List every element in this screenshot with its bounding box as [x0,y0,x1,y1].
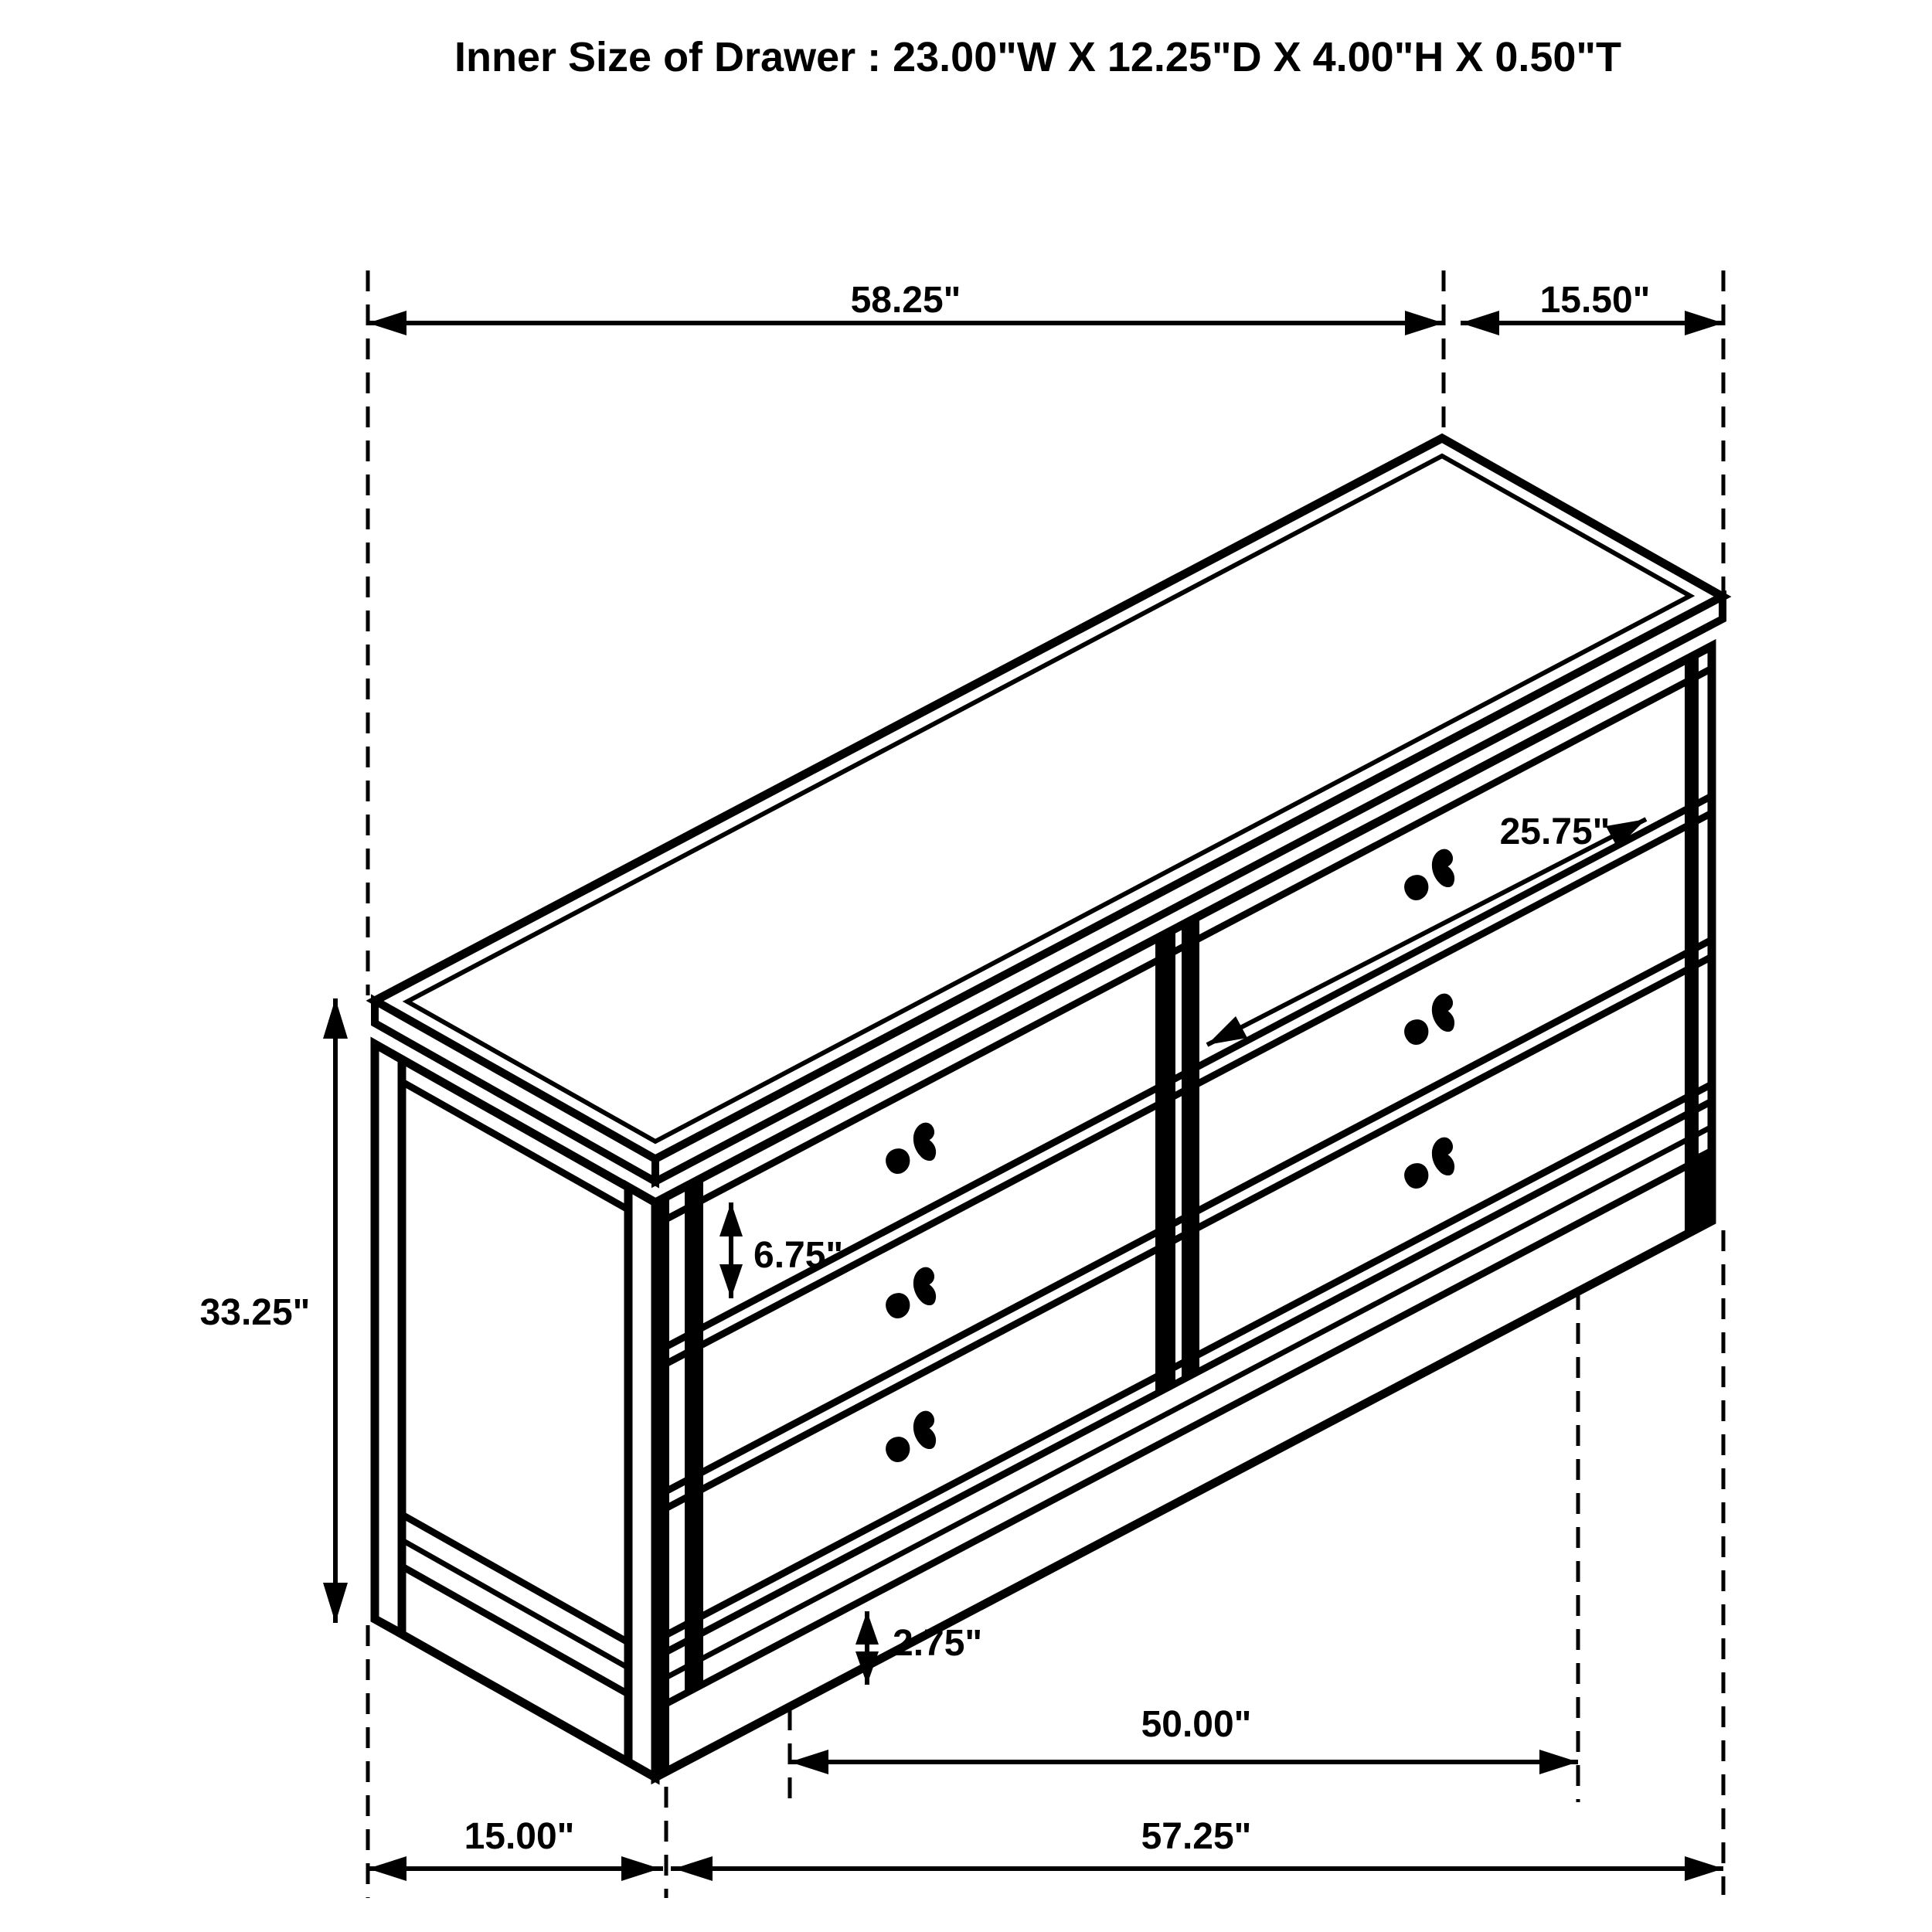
arrowhead-left-icon [1461,311,1499,335]
dim-top-length-label: 58.25" [850,280,961,321]
arrowhead-right-icon [1405,311,1444,335]
arrowhead-down-icon [323,1583,348,1623]
dim-bottom-depth-label: 15.00" [464,1816,575,1857]
arrowhead-right-icon [1539,1750,1578,1774]
center-stile-bar [1155,928,1175,1394]
arrowhead-left-icon [368,311,406,335]
front-right-stile-bar [1685,653,1699,1235]
dim-base-height-label: 2.75" [893,1623,983,1664]
arrowhead-left-icon [674,1856,713,1881]
front-left-stile-bar [655,1195,669,1777]
front-left-stile-inner-bar [685,1177,703,1694]
arrowhead-left-icon [790,1750,828,1774]
front-right-foot-block [1685,1147,1712,1235]
arrowhead-right-icon [621,1856,660,1881]
dresser-illustration [375,438,1723,1777]
center-stile-inner-bar [1182,916,1199,1380]
side-back-stile [375,1044,402,1634]
dim-height-label: 33.25" [199,1292,311,1333]
dim-drawer-width-label: 25.75" [1499,811,1611,852]
arrowhead-left-icon [368,1856,406,1881]
arrowhead-right-icon [1685,1856,1723,1881]
arrowhead-right-icon [1685,311,1723,335]
dim-bottom-length-label: 57.25" [1141,1816,1252,1857]
arrowhead-up-icon [323,998,348,1039]
dim-leg-clearance-label: 50.00" [1141,1704,1252,1745]
dim-drawer-face-label: 6.75" [753,1235,844,1276]
page-title: Inner Size of Drawer : 23.00"W X 12.25"D X 4.00"H X 0.50"T [454,34,1622,80]
dim-top-depth-label: 15.50" [1539,280,1651,321]
